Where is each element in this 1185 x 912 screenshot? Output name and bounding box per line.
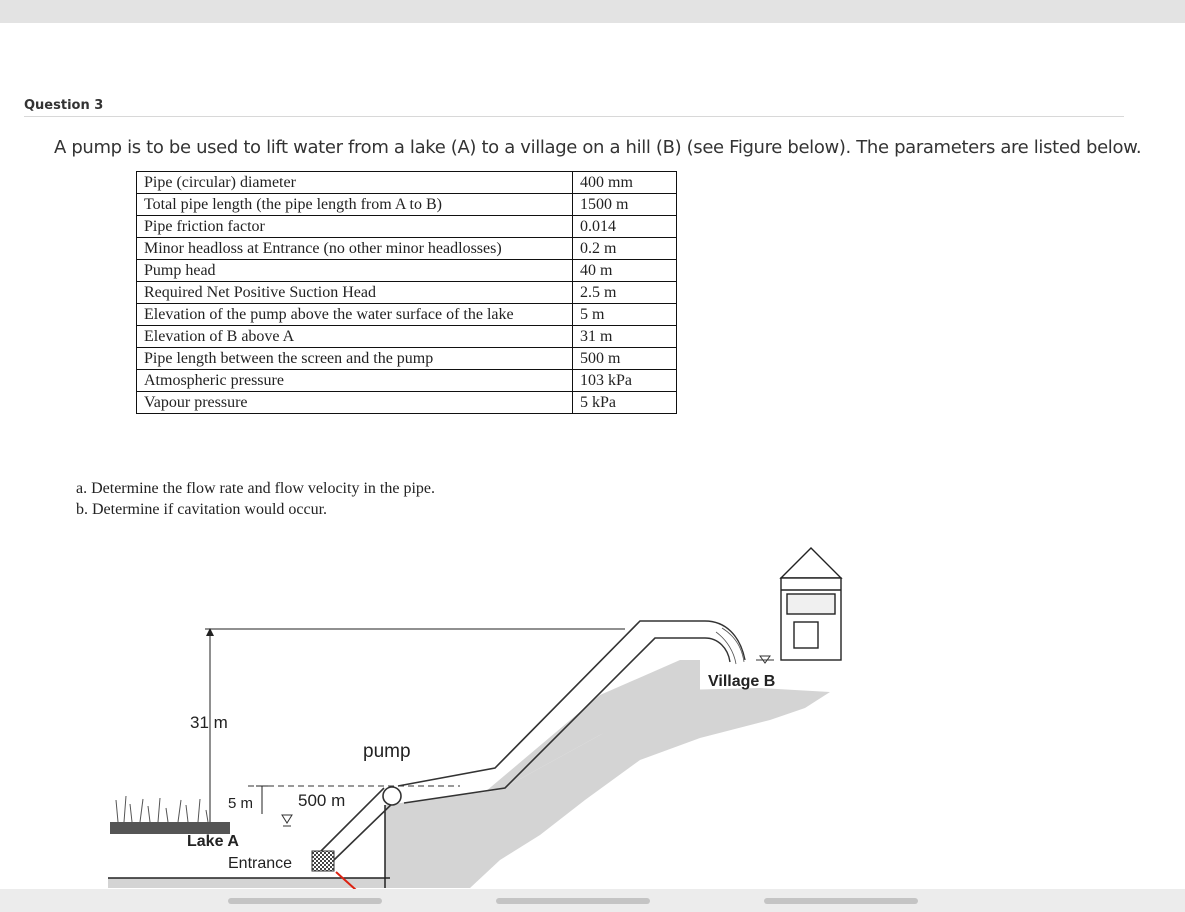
label-31m: 31 m <box>190 713 228 732</box>
pipe-outlet-bend <box>705 621 745 662</box>
param-value: 5 m <box>573 304 677 326</box>
param-value: 2.5 m <box>573 282 677 304</box>
param-label: Vapour pressure <box>137 392 573 414</box>
param-label: Minor headloss at Entrance (no other minor headlosses) <box>137 238 573 260</box>
question-intro: A pump is to be used to lift water from a lake (A) to a village on a hill (B) (see Figure below). The parameters are listed below. <box>54 137 1142 158</box>
param-label: Pipe (circular) diameter <box>137 172 573 194</box>
water-surface-symbol <box>282 815 292 823</box>
param-value: 0.2 m <box>573 238 677 260</box>
label-lake-a: Lake A <box>187 833 239 850</box>
table-row <box>137 304 677 326</box>
param-value: 5 kPa <box>573 392 677 414</box>
table-row <box>137 260 677 282</box>
entrance-screen <box>312 851 334 871</box>
param-value: 400 mm <box>573 172 677 194</box>
param-label: Required Net Positive Suction Head <box>137 282 573 304</box>
param-label: Elevation of B above A <box>137 326 573 348</box>
scroll-handle-left[interactable] <box>228 898 382 904</box>
table-row <box>137 238 677 260</box>
param-label: Atmospheric pressure <box>137 370 573 392</box>
browser-top-bar <box>0 0 1185 23</box>
label-village-b: Village B <box>708 673 776 690</box>
table-row <box>137 392 677 414</box>
table-row <box>137 348 677 370</box>
scroll-handle-center[interactable] <box>496 898 650 904</box>
table-row <box>137 326 677 348</box>
label-pump: pump <box>363 741 411 762</box>
param-label: Pipe friction factor <box>137 216 573 238</box>
param-label: Pipe length between the screen and the pump <box>137 348 573 370</box>
pump-system-figure <box>0 530 1185 890</box>
table-row <box>137 216 677 238</box>
village-house-icon <box>781 548 841 660</box>
label-entrance: Entrance <box>228 855 293 872</box>
table-row <box>137 282 677 304</box>
param-value: 31 m <box>573 326 677 348</box>
label-5m: 5 m <box>228 795 254 812</box>
param-value: 40 m <box>573 260 677 282</box>
label-500m: 500 m <box>298 791 346 810</box>
param-value: 103 kPa <box>573 370 677 392</box>
table-row <box>137 194 677 216</box>
param-label: Elevation of the pump above the water surface of the lake <box>137 304 573 326</box>
part-b: b. Determine if cavitation would occur. <box>76 501 328 518</box>
question-divider <box>24 116 1124 117</box>
param-label: Total pipe length (the pipe length from A to B) <box>137 194 573 216</box>
table-row <box>137 172 677 194</box>
param-value: 500 m <box>573 348 677 370</box>
table-row <box>137 370 677 392</box>
question-title: Question 3 <box>24 98 104 113</box>
part-a: a. Determine the flow rate and flow velocity in the pipe. <box>76 480 435 497</box>
scroll-handle-right[interactable] <box>764 898 918 904</box>
param-label: Pump head <box>137 260 573 282</box>
reeds-vegetation <box>116 796 208 822</box>
pump-body <box>383 787 401 805</box>
parameters-table <box>136 171 677 414</box>
param-value: 1500 m <box>573 194 677 216</box>
question-parts <box>76 478 435 520</box>
param-value: 0.014 <box>573 216 677 238</box>
